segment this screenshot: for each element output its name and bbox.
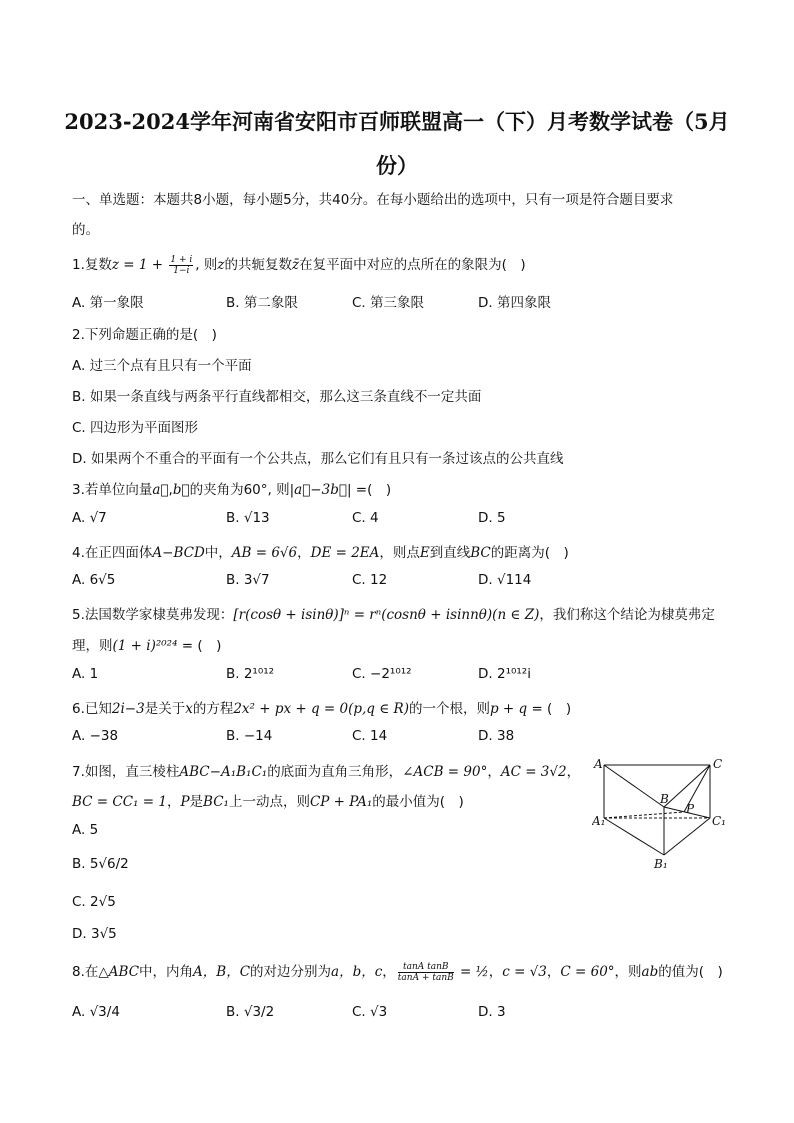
q1-fraction: $\frac{1 + i}{1-i}$ xyxy=(170,254,193,276)
segment-pa1 xyxy=(604,812,684,818)
section-header-line-1: 一、单选题：本题共8小题，每小题5分，共40分。在每小题给出的选项中，只有一项是符合题目要求 xyxy=(72,192,674,208)
q6-option-c[interactable]: C. 14 xyxy=(352,728,388,744)
q3-option-a[interactable]: A. √7 xyxy=(72,510,107,526)
q7-option-b[interactable]: B. 5√6/2 xyxy=(72,856,129,872)
edge-cb xyxy=(664,765,710,807)
q2-option-b[interactable]: B. 如果一条直线与两条平行直线都相交，那么这三条直线不一定共面 xyxy=(72,389,482,405)
q8-option-d[interactable]: D. 3 xyxy=(478,1004,506,1020)
q5-option-c[interactable]: C. −2¹⁰¹² xyxy=(352,666,412,682)
q6-option-d[interactable]: D. 38 xyxy=(478,728,515,744)
question-7-stem-line-1: 7.如图，直三棱柱ABC−A₁B₁C₁的底面为直角三角形，∠ACB = 90°，AC = 3√2， xyxy=(72,764,581,780)
title-line-2: 份） xyxy=(376,153,418,178)
q4-option-d[interactable]: D. √114 xyxy=(478,572,532,588)
question-8-stem: 8.在△ABC中，内角A，B，C的对边分别为a，b，c， $\frac{\text{tanA tanB}}{\tan A + \tan B}$ = ½，c = √3，C = 60°，则ab的值为( ) xyxy=(72,961,723,983)
q8-option-c[interactable]: C. √3 xyxy=(352,1004,388,1020)
q6-option-b[interactable]: B. −14 xyxy=(226,728,273,744)
label-c1: C₁ xyxy=(712,814,726,828)
q1-option-a[interactable]: A. 第一象限 xyxy=(72,295,144,311)
q8-option-b[interactable]: B. √3/2 xyxy=(226,1004,275,1020)
question-6-stem: 6.已知2i−3是关于x的方程2x² + px + q = 0(p,q ∈ R)的一个根，则p + q = ( ) xyxy=(72,701,572,717)
prism-figure xyxy=(592,755,732,875)
label-b: B xyxy=(660,792,669,806)
q4-option-b[interactable]: B. 3√7 xyxy=(226,572,270,588)
q1-option-b[interactable]: B. 第二象限 xyxy=(226,295,298,311)
question-5-stem-line-2: 理，则(1 + i)²⁰²⁴ = ( ) xyxy=(72,638,222,654)
label-b1: B₁ xyxy=(654,857,668,871)
q3-option-b[interactable]: B. √13 xyxy=(226,510,270,526)
q1-option-d[interactable]: D. 第四象限 xyxy=(478,295,551,311)
q4-option-a[interactable]: A. 6√5 xyxy=(72,572,116,588)
question-1-stem: 1.复数z = 1 + $\frac{1 + i}{1-i}$ , 则z的共轭复数z̄在复平面中对应的点所在的象限为( ) xyxy=(72,254,526,276)
q6-option-a[interactable]: A. −38 xyxy=(72,728,119,744)
q5-option-a[interactable]: A. 1 xyxy=(72,666,99,682)
edge-a1b1 xyxy=(604,818,664,855)
edge-c1b1 xyxy=(664,818,710,855)
q2-option-d[interactable]: D. 如果两个不重合的平面有一个公共点，那么它们有且只有一条过该点的公共直线 xyxy=(72,451,564,467)
q7-option-d[interactable]: D. 3√5 xyxy=(72,926,117,942)
page-title xyxy=(60,100,734,188)
label-a: A xyxy=(594,757,603,771)
question-4-stem: 4.在正四面体A−BCD中，AB = 6√6，DE = 2EA，则点E到直线BC的距离为( ) xyxy=(72,545,569,561)
q2-option-c[interactable]: C. 四边形为平面图形 xyxy=(72,420,199,436)
q4-option-c[interactable]: C. 12 xyxy=(352,572,388,588)
q5-option-d[interactable]: D. 2¹⁰¹²i xyxy=(478,666,531,682)
section-header-line-2: 的。 xyxy=(72,222,99,238)
label-a1: A₁ xyxy=(592,814,606,828)
question-5-stem-line-1: 5.法国数学家棣莫弗发现：[r(cosθ + isinθ)]ⁿ = rⁿ(cosnθ + isinnθ)(n ∈ Z)，我们称这个结论为棣莫弗定 xyxy=(72,607,715,623)
q7-option-a[interactable]: A. 5 xyxy=(72,822,99,838)
q3-option-c[interactable]: C. 4 xyxy=(352,510,379,526)
q5-option-b[interactable]: B. 2¹⁰¹² xyxy=(226,666,275,682)
q1-option-c[interactable]: C. 第三象限 xyxy=(352,295,425,311)
question-7-stem-line-2: BC = CC₁ = 1，P是BC₁上一动点，则CP + PA₁的最小值为( ) xyxy=(72,794,464,810)
label-c: C xyxy=(713,757,723,771)
q8-fraction: $\frac{\text{tanA tanB}}{\tan A + \tan B}$ xyxy=(397,961,454,983)
q7-option-c[interactable]: C. 2√5 xyxy=(72,894,116,910)
label-p: P xyxy=(686,802,695,816)
q3-option-d[interactable]: D. 5 xyxy=(478,510,506,526)
question-3-stem: 3.若单位向量a⃗,b⃗的夹角为60°, 则|a⃗−3b⃗| =( ) xyxy=(72,482,392,498)
edge-ab xyxy=(604,765,664,807)
title-line-1: 2023-2024学年河南省安阳市百师联盟高一（下）月考数学试卷（5月 xyxy=(64,109,730,134)
q2-option-a[interactable]: A. 过三个点有且只有一个平面 xyxy=(72,358,252,374)
q8-option-a[interactable]: A. √3/4 xyxy=(72,1004,120,1020)
question-2-stem: 2.下列命题正确的是( ) xyxy=(72,327,217,343)
